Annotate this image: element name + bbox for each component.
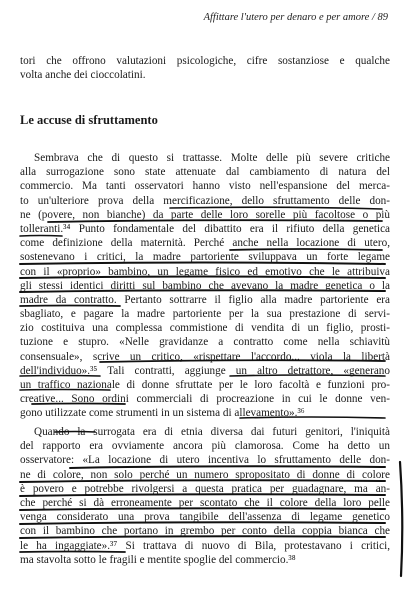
text-line: tori che offrono valutazioni psicologiche, cifre sostanziose e qualche (20, 55, 390, 67)
text-line: un traffico nazionale di donne sfruttate per le loro facoltà e funzioni pro- (20, 379, 390, 391)
text-line: osservatore: «La locazione di utero incentiva lo sfruttamento delle don- (20, 454, 390, 467)
text-line: come definizione della maternità. Perché anche nella locazione di utero, (20, 237, 390, 250)
text-line: gono utilizzate come strumenti in un sistema di allevamento».³⁶ (20, 407, 305, 420)
paragraph-1 (20, 151, 390, 421)
margin-bracket-mark (400, 462, 402, 576)
text-line: creative... Sono ordini commerciali di procreazione in cui le donne ven- (20, 393, 390, 406)
text-line: che perché si dà erroneamente per scontato che il colore della loro pelle (20, 496, 390, 509)
text-line: sostenevano i critici, la madre partoriente sviluppava un forte legame (20, 251, 390, 264)
text-line: venga considerato una prova tangibile dell'assenza di legame genetico (20, 511, 390, 524)
paragraph-2 (20, 425, 390, 567)
text-line: Quando la surrogata era di etnia diversa dai futuri genitori, l'iniquità (34, 426, 390, 438)
text-line: con il bambino che portano in grembo per conto della coppia bianca che (20, 525, 390, 538)
text-line: zio costituiva una complessa commistione di vendita di un figlio, prosti- (20, 322, 390, 335)
text-line: Sembrava che di questo si trattasse. Molte delle più severe critiche (34, 152, 390, 164)
text-line: consensuale», scrive un critico, «rispettare l'accordo... viola la libertà (20, 350, 390, 363)
text-line: volta anche dei cioccolatini. (20, 69, 146, 82)
text-line: del rapporto era ovviamente ancora più clamorosa. Come ha detto un (20, 440, 390, 453)
text-line: gli stessi identici diritti sul bambino che avevano la madre genetica o la (20, 279, 390, 292)
text-line: le ha ingaggiate».³⁷ Si trattava di nuovo di Bila, protestavano i critici, (20, 539, 390, 552)
text-line: tolleranti.³⁴ Punto fondamentale del dibattito era il rifiuto della genetica (20, 222, 390, 235)
running-head: Affittare l'utero per denaro e per amore / 89 (203, 12, 388, 23)
text-line: commercio. Ma tanti osservatori hanno visto nell'espansione del merca- (20, 180, 390, 193)
text-line: ne di colore, non solo perché un numero spropositato di donne di colore (20, 468, 390, 481)
text-line: madre da contratto. Pertanto sottrarre il figlio alla madre partoriente era (20, 293, 390, 306)
text-line: to un'ulteriore prova della mercificazione, dello sfruttamento delle don- (20, 194, 390, 207)
text-line: ma stavolta sotto le fragili e mentite spoglie del commercio.³⁸ (20, 553, 296, 566)
text-line: ne (povere, non bianche) da parte delle loro sorelle più facoltose o più (20, 208, 390, 221)
section-heading: Le accuse di sfruttamento (20, 113, 158, 127)
text-line: è povero e potrebbe rivolgersi a questa pratica per guadagnare, ma an- (20, 482, 390, 495)
intro-paragraph (20, 54, 390, 82)
text-line: dell'individuo».³⁵ Tali contratti, aggiunge un altro detrattore, «generano (20, 364, 390, 377)
text-line: alla surrogazione sono state attenuate dal cambiamento di natura del (20, 166, 390, 179)
text-line: con il «proprio» bambino, un legame fisico ed emotivo che le attribuiva (20, 265, 390, 278)
text-line: tuzione e stupro. «Nelle gravidanze a contratto come nella schiavitù (20, 336, 390, 349)
text-line: sbagliato, e pagare la madre partoriente per la sua prestazione di servi- (20, 308, 390, 321)
